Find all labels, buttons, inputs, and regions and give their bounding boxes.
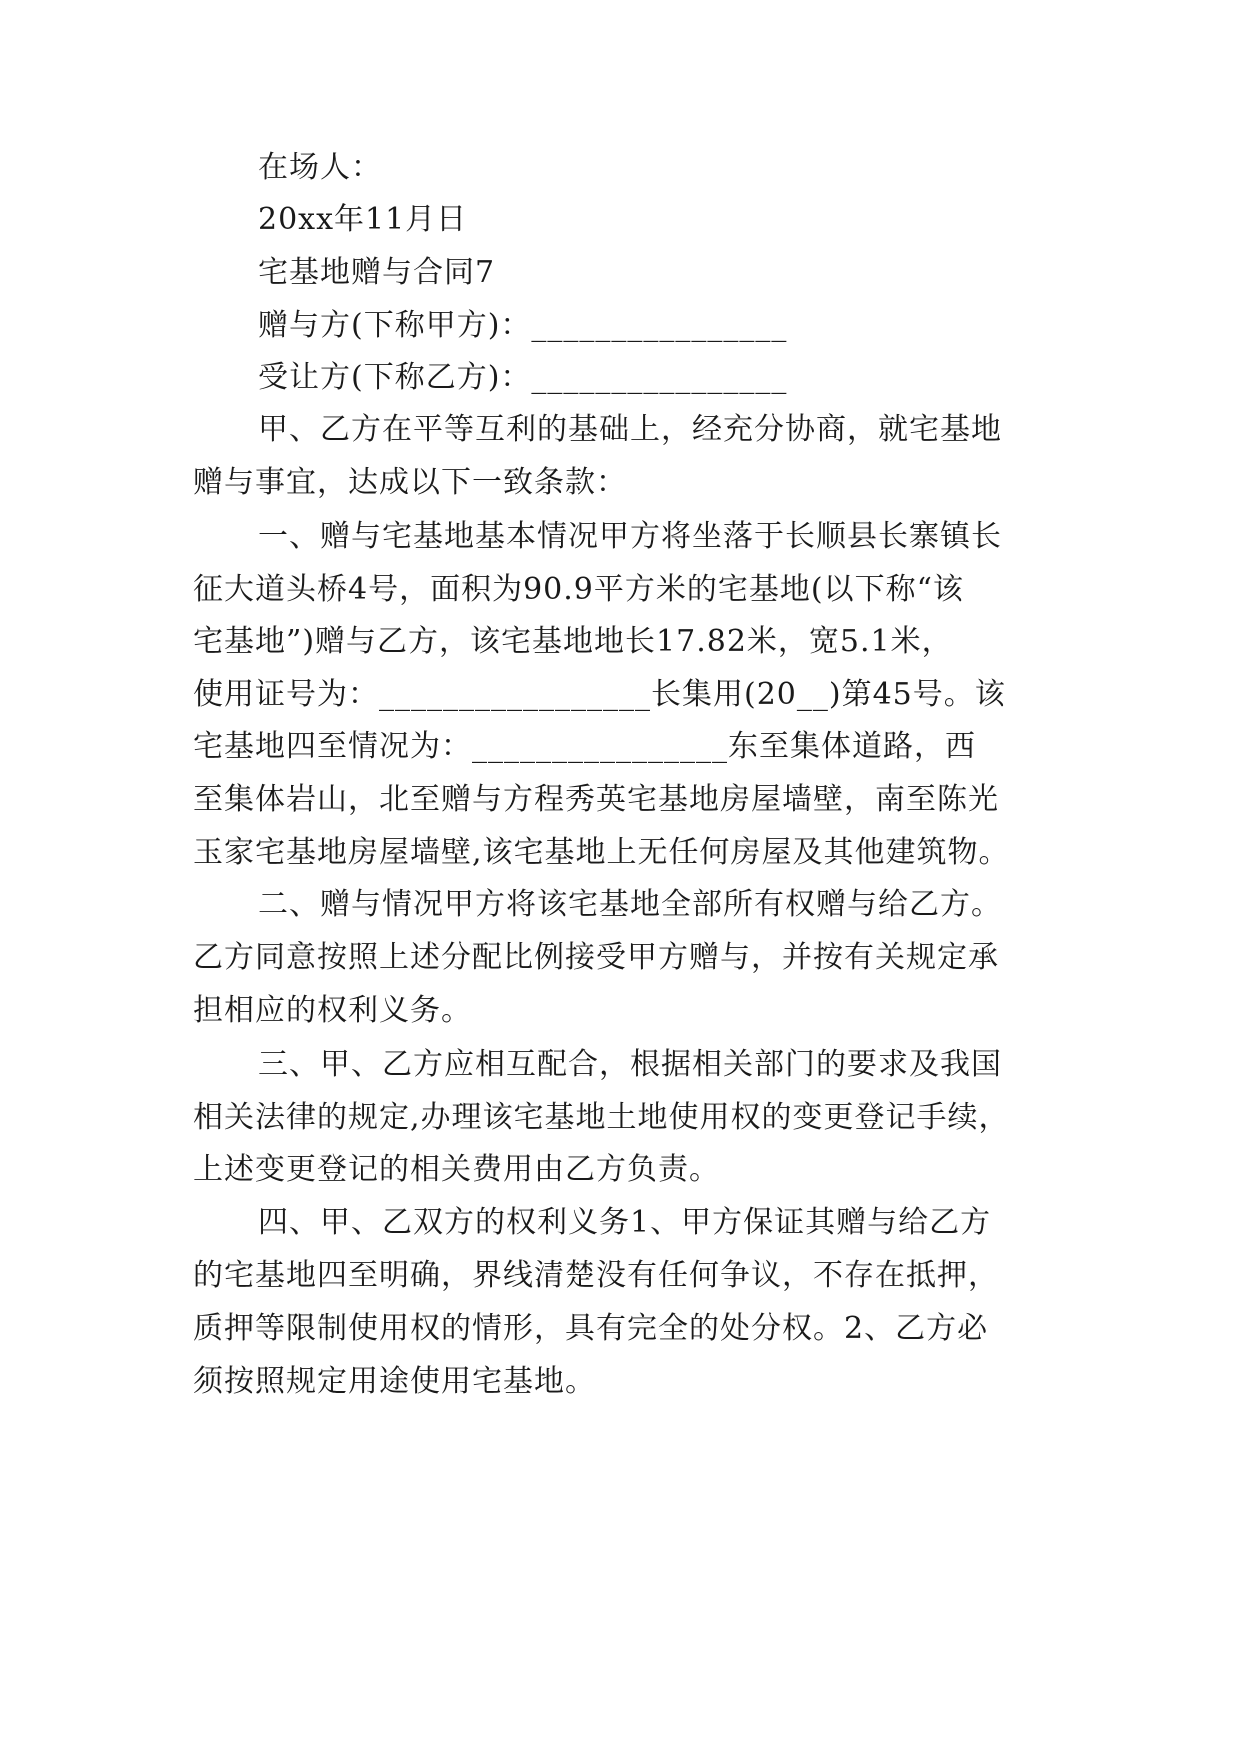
date-line: 20xx年11月日	[258, 202, 468, 237]
paragraph-line: 上述变更登记的相关费用由乙方负责。	[193, 1152, 720, 1187]
paragraph-line: 须按照规定用途使用宅基地。	[193, 1364, 596, 1399]
paragraph-line: 三、甲、乙方应相互配合，根据相关部门的要求及我国	[258, 1047, 1002, 1082]
paragraph-line: 的宅基地四至明确，界线清楚没有任何争议，不存在抵押，	[193, 1258, 999, 1293]
paragraph-line: 相关法律的规定,办理该宅基地土地使用权的变更登记手续，	[193, 1100, 1010, 1135]
paragraph-line: 二、赠与情况甲方将该宅基地全部所有权赠与给乙方。	[258, 887, 1002, 922]
paragraph-line: 至集体岩山，北至赠与方程秀英宅基地房屋墙壁，南至陈光	[193, 782, 999, 817]
witness-line: 在场人：	[258, 150, 382, 185]
paragraph-line: 宅基地四至情况为：________________东至集体道路，西	[193, 729, 976, 764]
paragraph-line: 四、甲、乙双方的权利义务1、甲方保证其赠与给乙方	[258, 1205, 992, 1240]
paragraph-line: 甲、乙方在平等互利的基础上，经充分协商，就宅基地	[258, 412, 1002, 447]
paragraph-line: 玉家宅基地房屋墙壁,该宅基地上无任何房屋及其他建筑物。	[193, 835, 1010, 870]
contract-title: 宅基地赠与合同7	[258, 255, 496, 290]
paragraph-line: 担相应的权利义务。	[193, 993, 472, 1028]
paragraph-line: 一、赠与宅基地基本情况甲方将坐落于长顺县长寨镇长	[258, 519, 1002, 554]
paragraph-line: 质押等限制使用权的情形，具有完全的处分权。2、乙方必	[193, 1311, 989, 1346]
paragraph-line: 宅基地”)赠与乙方，该宅基地地长17.82米，宽5.1米，	[193, 624, 953, 659]
paragraph-line: 使用证号为：_________________长集用(20__)第45号。该	[193, 677, 1006, 712]
paragraph-line: 乙方同意按照上述分配比例接受甲方赠与，并按有关规定承	[193, 940, 999, 975]
paragraph-line: 赠与事宜，达成以下一致条款：	[193, 465, 627, 500]
recipient-line: 受让方(下称乙方)：________________	[258, 360, 788, 395]
donor-line: 赠与方(下称甲方)：________________	[258, 308, 788, 343]
paragraph-line: 征大道头桥4号，面积为90.9平方米的宅基地(以下称“该	[193, 572, 964, 607]
